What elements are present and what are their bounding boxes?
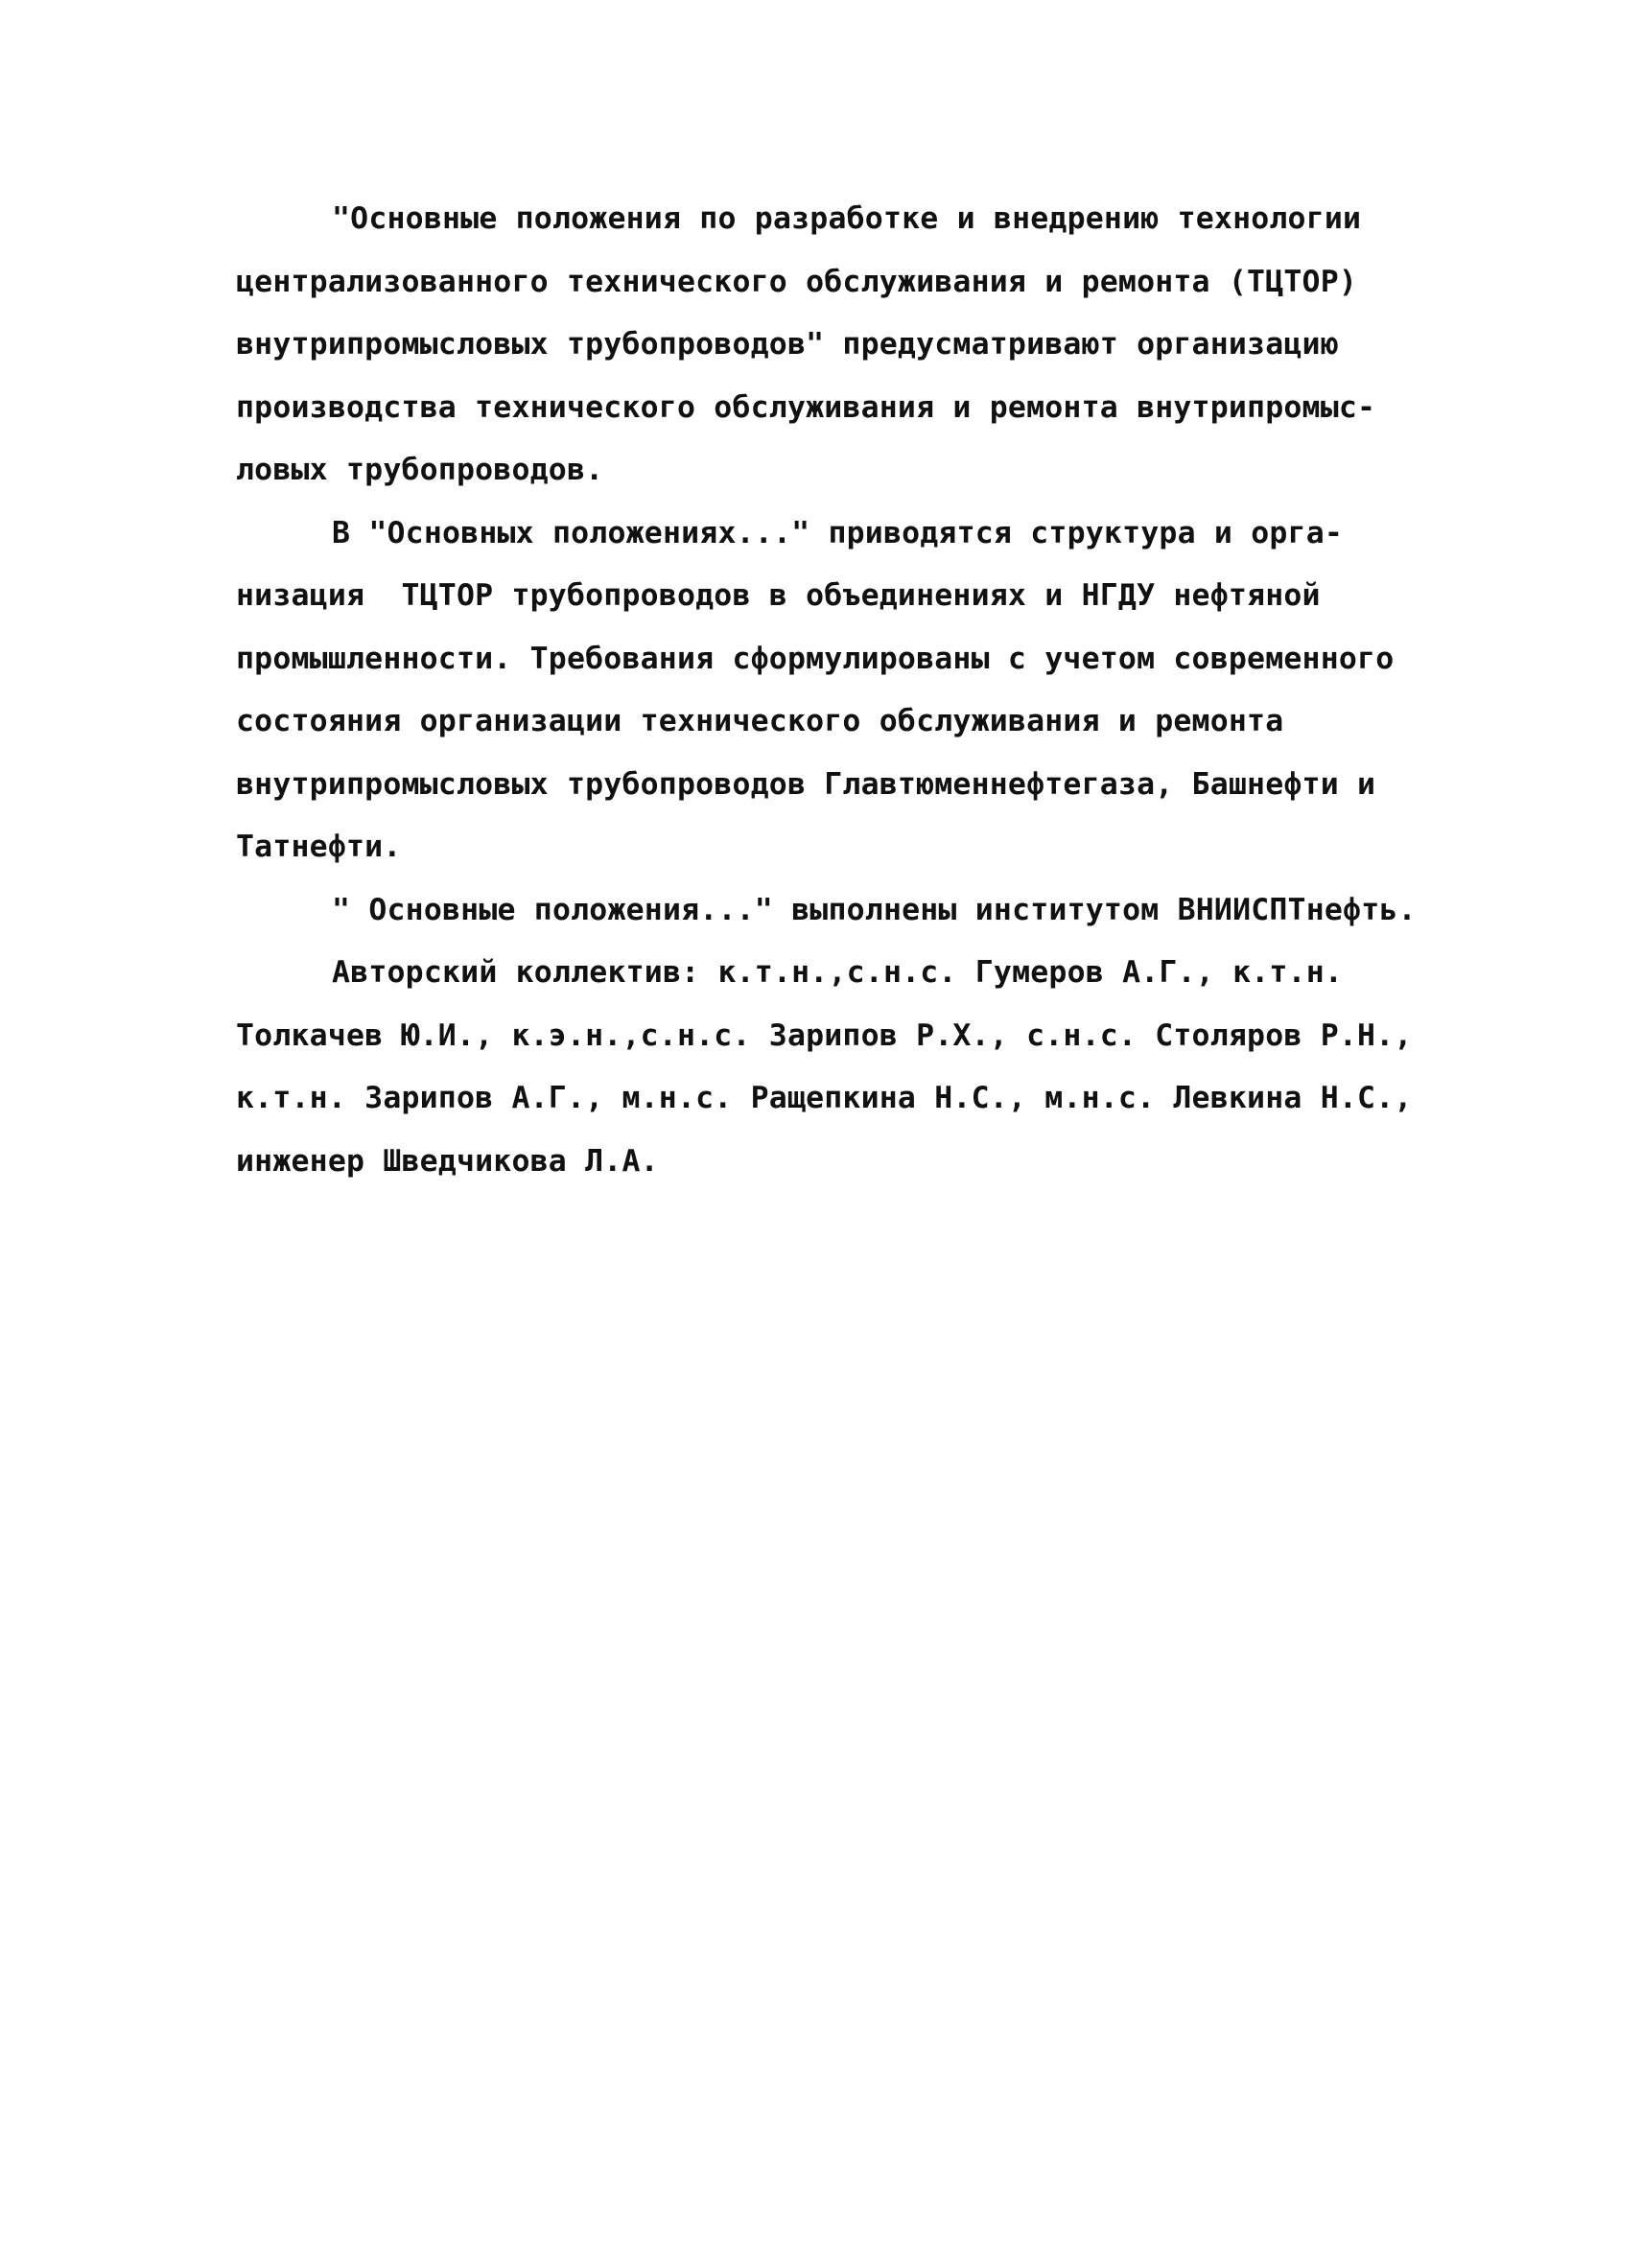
paragraph-line: " Основные положения..." выполнены институтом ВНИИСПТнефть. bbox=[332, 892, 1417, 927]
paragraph-line: инженер Шведчикова Л.А. bbox=[236, 1143, 659, 1179]
paragraph-line: внутрипромысловых трубопроводов" предусматривают организацию bbox=[236, 327, 1339, 362]
paragraph-line: ловых трубопроводов. bbox=[236, 453, 604, 487]
paragraph-line: Татнефти. bbox=[236, 830, 402, 864]
paragraph-institute bbox=[236, 879, 1502, 943]
paragraph-overview bbox=[236, 188, 1502, 503]
document-body bbox=[236, 188, 1502, 1193]
paragraph-line: централизованного технического обслуживания и ремонта (ТЦТОР) bbox=[236, 264, 1358, 299]
paragraph-line: внутрипромысловых трубопроводов Главтюменнефтегаза, Башнефти и bbox=[236, 766, 1376, 802]
paragraph-line: состояния организации технического обслуживания и ремонта bbox=[236, 704, 1284, 738]
paragraph-line: Авторский коллектив: к.т.н.,с.н.с. Гумеров А.Г., к.т.н. bbox=[332, 955, 1344, 990]
paragraph-line: "Основные положения по разработке и внедрению технологии bbox=[332, 201, 1362, 236]
paragraph-line: производства технического обслуживания и ремонта внутрипромыс- bbox=[236, 389, 1376, 425]
paragraph-line: к.т.н. Зарипов А.Г., м.н.с. Ращепкина Н.С., м.н.с. Левкина Н.С., bbox=[236, 1081, 1413, 1115]
paragraph-authors bbox=[236, 942, 1502, 1193]
paragraph-line: промышленности. Требования сформулированы с учетом современного bbox=[236, 641, 1395, 676]
paragraph-line: В "Основных положениях..." приводятся структура и орга- bbox=[332, 515, 1344, 550]
paragraph-structure bbox=[236, 503, 1502, 879]
paragraph-line: Толкачев Ю.И., к.э.н.,с.н.с. Зарипов Р.Х., с.н.с. Столяров Р.Н., bbox=[236, 1017, 1413, 1053]
paragraph-line: низация ТЦТОР трубопроводов в объединениях и НГДУ нефтяной bbox=[236, 578, 1321, 613]
